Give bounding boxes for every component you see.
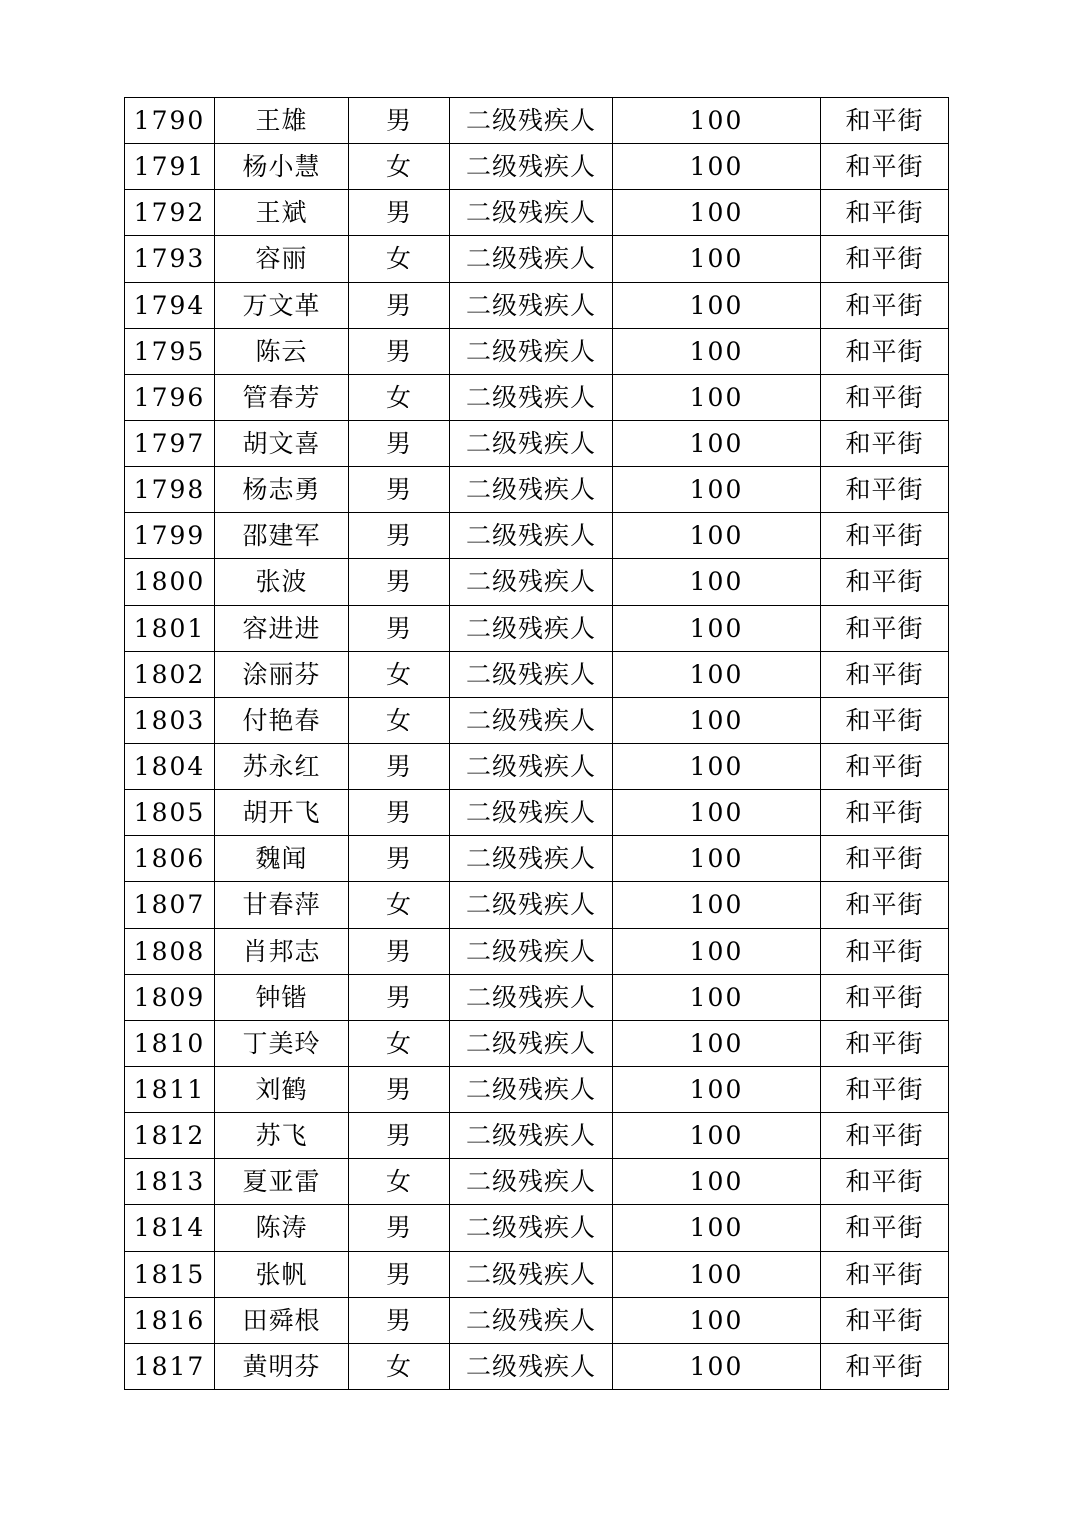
table-row [125,743,949,789]
disability-level-cell: 二级残疾人 [450,697,613,743]
gender-cell: 男 [349,328,450,374]
amount-cell: 100 [613,928,821,974]
street-cell: 和平街 [821,928,949,974]
amount-cell: 100 [613,282,821,328]
serial-number-cell: 1797 [125,420,215,466]
street-cell: 和平街 [821,1297,949,1343]
table-row [125,1113,949,1159]
gender-cell: 女 [349,236,450,282]
amount-cell: 100 [613,328,821,374]
street-cell: 和平街 [821,236,949,282]
serial-number-cell: 1796 [125,374,215,420]
table-row [125,328,949,374]
name-cell: 万文革 [215,282,349,328]
amount-cell: 100 [613,743,821,789]
disability-level-cell: 二级残疾人 [450,282,613,328]
gender-cell: 女 [349,144,450,190]
disability-level-cell: 二级残疾人 [450,190,613,236]
name-cell: 苏飞 [215,1113,349,1159]
serial-number-cell: 1813 [125,1159,215,1205]
table-row [125,513,949,559]
serial-number-cell: 1799 [125,513,215,559]
serial-number-cell: 1800 [125,559,215,605]
disability-level-cell: 二级残疾人 [450,974,613,1020]
name-cell: 夏亚雷 [215,1159,349,1205]
name-cell: 王雄 [215,98,349,144]
name-cell: 邵建军 [215,513,349,559]
table-row [125,559,949,605]
disability-level-cell: 二级残疾人 [450,928,613,974]
name-cell: 钟锴 [215,974,349,1020]
amount-cell: 100 [613,1297,821,1343]
disability-level-cell: 二级残疾人 [450,1343,613,1389]
amount-cell: 100 [613,236,821,282]
street-cell: 和平街 [821,420,949,466]
serial-number-cell: 1802 [125,651,215,697]
amount-cell: 100 [613,1343,821,1389]
name-cell: 苏永红 [215,743,349,789]
disability-level-cell: 二级残疾人 [450,98,613,144]
serial-number-cell: 1793 [125,236,215,282]
amount-cell: 100 [613,190,821,236]
street-cell: 和平街 [821,374,949,420]
name-cell: 甘春萍 [215,882,349,928]
table-row [125,374,949,420]
serial-number-cell: 1801 [125,605,215,651]
amount-cell: 100 [613,1159,821,1205]
gender-cell: 女 [349,882,450,928]
street-cell: 和平街 [821,1113,949,1159]
street-cell: 和平街 [821,190,949,236]
table-body [125,98,949,1390]
disability-level-cell: 二级残疾人 [450,790,613,836]
street-cell: 和平街 [821,605,949,651]
amount-cell: 100 [613,974,821,1020]
disability-level-cell: 二级残疾人 [450,1251,613,1297]
street-cell: 和平街 [821,1343,949,1389]
amount-cell: 100 [613,882,821,928]
amount-cell: 100 [613,144,821,190]
gender-cell: 男 [349,1297,450,1343]
name-cell: 黄明芬 [215,1343,349,1389]
disability-level-cell: 二级残疾人 [450,605,613,651]
serial-number-cell: 1790 [125,98,215,144]
table-row [125,1343,949,1389]
gender-cell: 女 [349,1343,450,1389]
table-row [125,467,949,513]
table-row [125,98,949,144]
disability-level-cell: 二级残疾人 [450,374,613,420]
street-cell: 和平街 [821,559,949,605]
disability-level-cell: 二级残疾人 [450,467,613,513]
serial-number-cell: 1816 [125,1297,215,1343]
gender-cell: 男 [349,467,450,513]
amount-cell: 100 [613,605,821,651]
gender-cell: 男 [349,974,450,1020]
table-row [125,1066,949,1112]
gender-cell: 男 [349,1066,450,1112]
serial-number-cell: 1791 [125,144,215,190]
serial-number-cell: 1810 [125,1020,215,1066]
name-cell: 陈云 [215,328,349,374]
serial-number-cell: 1803 [125,697,215,743]
table-row [125,420,949,466]
street-cell: 和平街 [821,98,949,144]
street-cell: 和平街 [821,836,949,882]
table-row [125,974,949,1020]
gender-cell: 男 [349,98,450,144]
gender-cell: 男 [349,559,450,605]
serial-number-cell: 1804 [125,743,215,789]
disability-level-cell: 二级残疾人 [450,513,613,559]
gender-cell: 男 [349,513,450,559]
serial-number-cell: 1795 [125,328,215,374]
street-cell: 和平街 [821,882,949,928]
name-cell: 王斌 [215,190,349,236]
amount-cell: 100 [613,697,821,743]
table-row [125,836,949,882]
name-cell: 张波 [215,559,349,605]
serial-number-cell: 1812 [125,1113,215,1159]
name-cell: 胡文喜 [215,420,349,466]
amount-cell: 100 [613,790,821,836]
street-cell: 和平街 [821,513,949,559]
serial-number-cell: 1805 [125,790,215,836]
street-cell: 和平街 [821,144,949,190]
name-cell: 魏闻 [215,836,349,882]
amount-cell: 100 [613,98,821,144]
street-cell: 和平街 [821,697,949,743]
name-cell: 杨志勇 [215,467,349,513]
table-row [125,928,949,974]
name-cell: 容丽 [215,236,349,282]
name-cell: 容进进 [215,605,349,651]
disability-level-cell: 二级残疾人 [450,836,613,882]
table-row [125,236,949,282]
gender-cell: 男 [349,420,450,466]
serial-number-cell: 1808 [125,928,215,974]
table-row [125,605,949,651]
gender-cell: 男 [349,790,450,836]
gender-cell: 男 [349,1113,450,1159]
name-cell: 肖邦志 [215,928,349,974]
name-cell: 杨小慧 [215,144,349,190]
disability-level-cell: 二级残疾人 [450,651,613,697]
serial-number-cell: 1798 [125,467,215,513]
gender-cell: 女 [349,374,450,420]
amount-cell: 100 [613,559,821,605]
amount-cell: 100 [613,1205,821,1251]
gender-cell: 女 [349,1020,450,1066]
serial-number-cell: 1792 [125,190,215,236]
disability-level-cell: 二级残疾人 [450,559,613,605]
street-cell: 和平街 [821,282,949,328]
street-cell: 和平街 [821,1066,949,1112]
serial-number-cell: 1794 [125,282,215,328]
gender-cell: 女 [349,1159,450,1205]
disability-level-cell: 二级残疾人 [450,743,613,789]
amount-cell: 100 [613,420,821,466]
disability-level-cell: 二级残疾人 [450,1113,613,1159]
street-cell: 和平街 [821,467,949,513]
table-row [125,190,949,236]
gender-cell: 男 [349,1205,450,1251]
serial-number-cell: 1811 [125,1066,215,1112]
disability-level-cell: 二级残疾人 [450,1159,613,1205]
gender-cell: 男 [349,282,450,328]
gender-cell: 男 [349,743,450,789]
serial-number-cell: 1807 [125,882,215,928]
gender-cell: 女 [349,697,450,743]
table-row [125,1159,949,1205]
amount-cell: 100 [613,1066,821,1112]
name-cell: 张帆 [215,1251,349,1297]
disability-level-cell: 二级残疾人 [450,882,613,928]
disability-level-cell: 二级残疾人 [450,1020,613,1066]
table-row [125,882,949,928]
street-cell: 和平街 [821,1205,949,1251]
serial-number-cell: 1814 [125,1205,215,1251]
amount-cell: 100 [613,513,821,559]
name-cell: 胡开飞 [215,790,349,836]
disability-level-cell: 二级残疾人 [450,328,613,374]
disability-level-cell: 二级残疾人 [450,420,613,466]
name-cell: 涂丽芬 [215,651,349,697]
amount-cell: 100 [613,467,821,513]
disability-level-cell: 二级残疾人 [450,1297,613,1343]
table-row [125,282,949,328]
disability-level-cell: 二级残疾人 [450,144,613,190]
disability-level-cell: 二级残疾人 [450,1205,613,1251]
table-row [125,1251,949,1297]
street-cell: 和平街 [821,974,949,1020]
table-row [125,697,949,743]
table-row [125,1205,949,1251]
gender-cell: 男 [349,190,450,236]
amount-cell: 100 [613,836,821,882]
table-row [125,144,949,190]
amount-cell: 100 [613,651,821,697]
gender-cell: 男 [349,836,450,882]
street-cell: 和平街 [821,1251,949,1297]
name-cell: 陈涛 [215,1205,349,1251]
gender-cell: 男 [349,1251,450,1297]
amount-cell: 100 [613,1113,821,1159]
table-row [125,1020,949,1066]
street-cell: 和平街 [821,328,949,374]
amount-cell: 100 [613,1251,821,1297]
subsidy-list-table [124,97,949,1390]
name-cell: 田舜根 [215,1297,349,1343]
serial-number-cell: 1806 [125,836,215,882]
serial-number-cell: 1809 [125,974,215,1020]
gender-cell: 女 [349,651,450,697]
table-row [125,651,949,697]
table-row [125,790,949,836]
table-row [125,1297,949,1343]
disability-level-cell: 二级残疾人 [450,1066,613,1112]
street-cell: 和平街 [821,651,949,697]
name-cell: 付艳春 [215,697,349,743]
street-cell: 和平街 [821,790,949,836]
serial-number-cell: 1817 [125,1343,215,1389]
amount-cell: 100 [613,1020,821,1066]
amount-cell: 100 [613,374,821,420]
name-cell: 丁美玲 [215,1020,349,1066]
street-cell: 和平街 [821,743,949,789]
gender-cell: 男 [349,605,450,651]
name-cell: 管春芳 [215,374,349,420]
street-cell: 和平街 [821,1020,949,1066]
street-cell: 和平街 [821,1159,949,1205]
disability-level-cell: 二级残疾人 [450,236,613,282]
name-cell: 刘鹤 [215,1066,349,1112]
serial-number-cell: 1815 [125,1251,215,1297]
gender-cell: 男 [349,928,450,974]
